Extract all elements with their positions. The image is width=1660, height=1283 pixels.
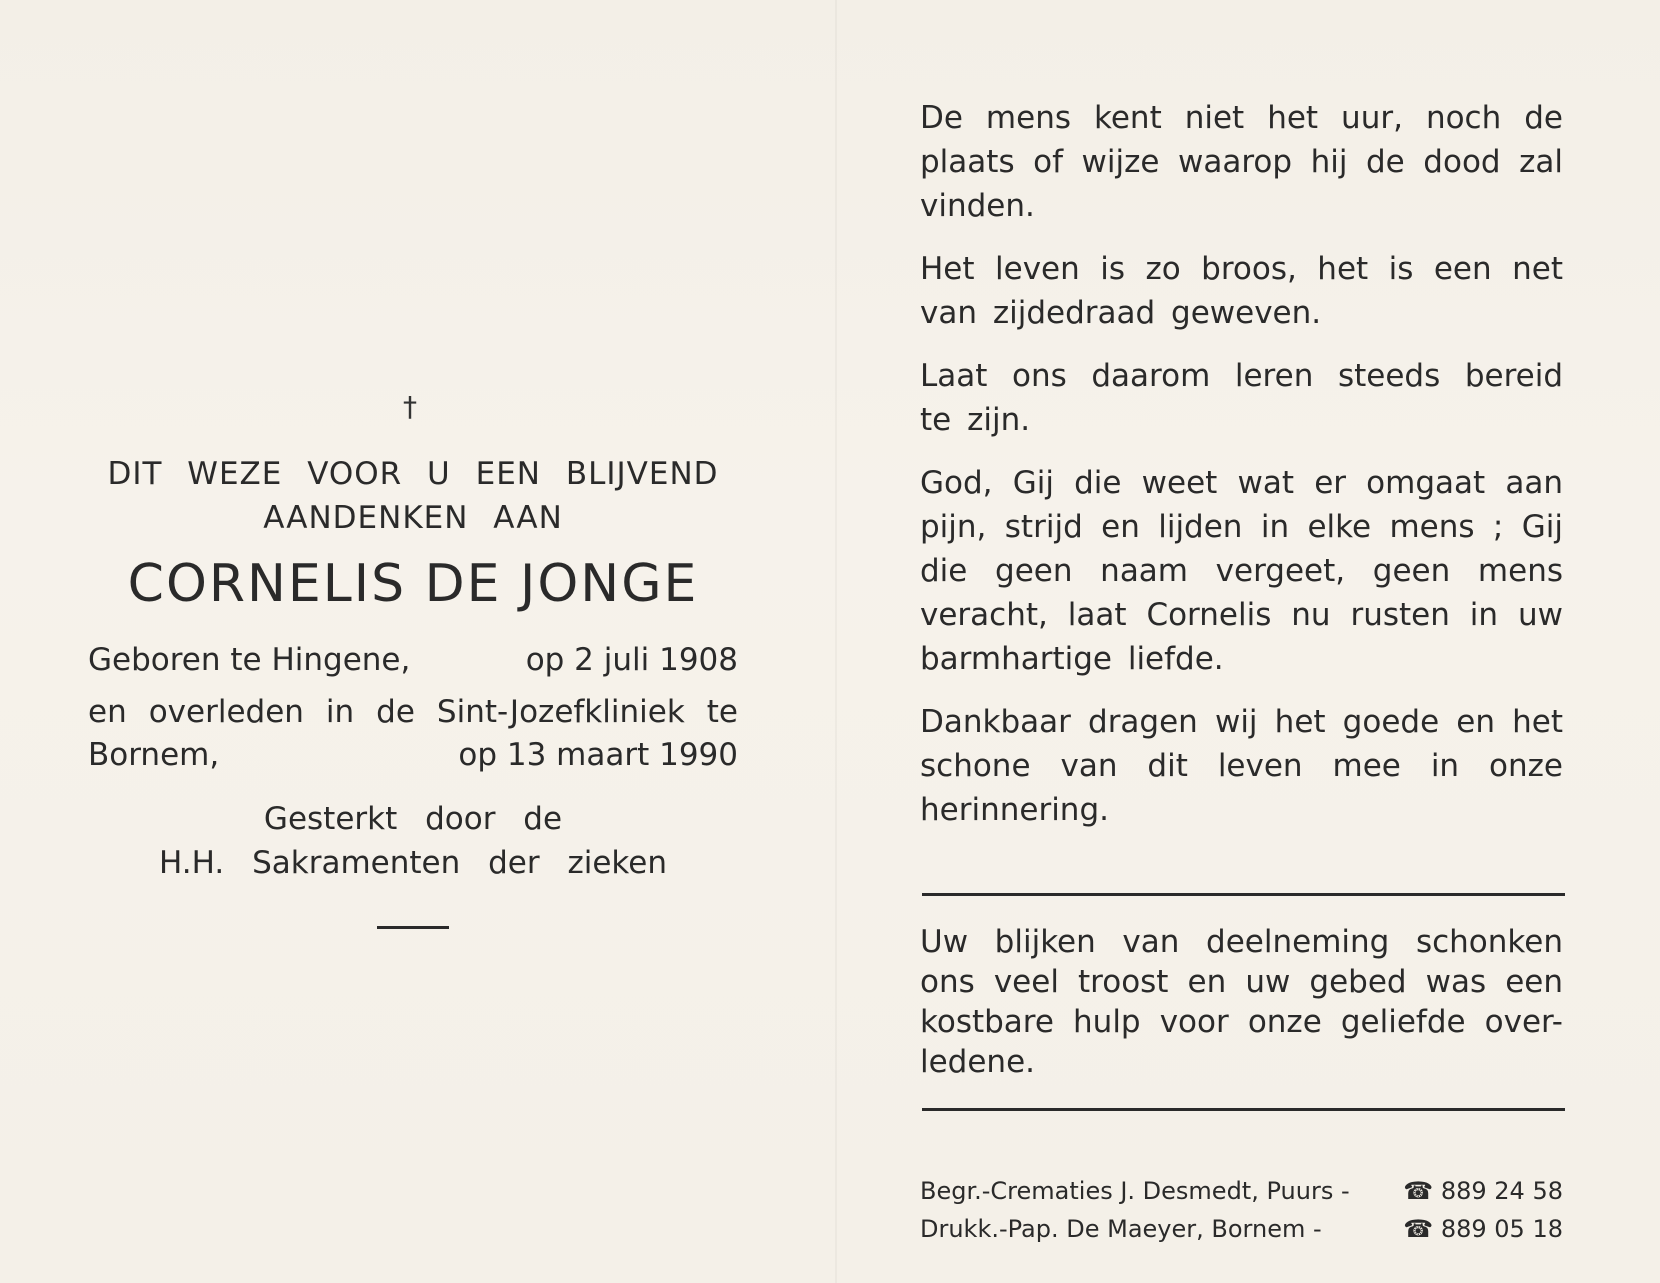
credit-printer	[920, 1210, 1563, 1248]
verse-paragraph-1: De mens kent niet het uur, noch de plaats of wijze waarop hij de dood zal vinden.	[920, 100, 1563, 224]
divider-top	[922, 893, 1565, 896]
verse-paragraph-5: Dankbaar dragen wij het goede en het schone van dit leven mee in onze herinnering.	[920, 704, 1563, 828]
verse-paragraph-3: Laat ons daarom leren steeds bereid te zijn.	[920, 358, 1563, 438]
death-line-2	[88, 733, 738, 777]
death-date: op 13 maart 1990	[458, 737, 738, 773]
birth-line	[88, 638, 738, 682]
card-fold	[835, 0, 837, 1283]
verse-paragraph-2: Het leven is zo broos, het is een net van zijdedraad geweven.	[920, 251, 1563, 331]
death-place: Bornem,	[88, 737, 220, 773]
telephone-icon: ☎	[1403, 1215, 1434, 1243]
undertaker-phone: 889 24 58	[1440, 1177, 1563, 1205]
telephone-icon: ☎	[1403, 1177, 1434, 1205]
verse-paragraph-4: God, Gij die weet wat er omgaat aan pijn, strijd en lijden in elke mens ; Gij die geen naam vergeet, geen mens veracht, laat Cornelis nu rusten in uw barmhartige liefde.	[920, 465, 1563, 677]
divider-bottom	[922, 1108, 1565, 1111]
dedication-line-2: AANDENKEN AAN	[263, 500, 563, 536]
printer-phone: 889 05 18	[1440, 1215, 1563, 1243]
printer-name: Drukk.-Pap. De Maeyer, Bornem -	[920, 1215, 1322, 1243]
dedication	[88, 452, 738, 540]
undertaker-name: Begr.-Crematies J. Desmedt, Puurs -	[920, 1177, 1350, 1205]
divider-short	[377, 926, 449, 929]
thanks-paragraph: Uw blijken van deelneming schonken ons veel troost en uw gebed was een kostbare hulp voor onze geliefde over-ledene.	[920, 924, 1563, 1080]
sacrament-line-1: Gesterkt door de	[263, 801, 563, 837]
credits	[920, 1172, 1563, 1248]
birth-place: Geboren te Hingene,	[88, 642, 411, 678]
dedication-line-1: DIT WEZE VOOR U EEN BLIJVEND	[107, 456, 719, 492]
birth-date: op 2 juli 1908	[525, 642, 738, 678]
deceased-name: CORNELIS DE JONGE	[127, 554, 699, 614]
sacrament-line-2: H.H. Sakramenten der zieken	[159, 845, 667, 881]
credit-undertaker	[920, 1172, 1563, 1210]
death-line-1: en overleden in de Sint-Jozefkliniek te	[88, 694, 738, 730]
cross-icon: †	[403, 390, 417, 423]
